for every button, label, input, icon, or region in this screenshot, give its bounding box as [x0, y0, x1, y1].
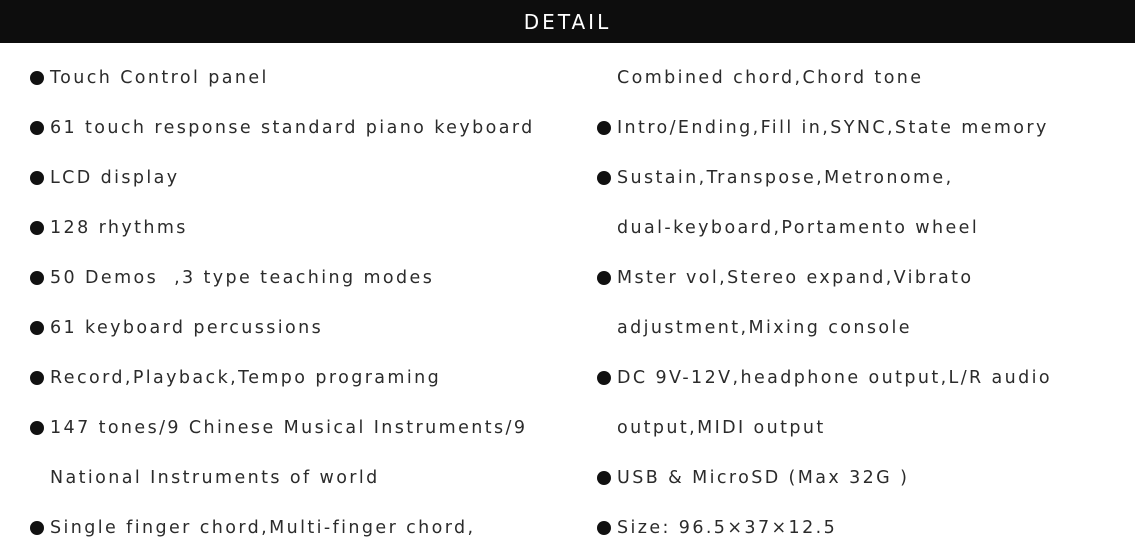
list-item-text: Size: 96.5×37×12.5 [617, 518, 838, 538]
list-item [597, 153, 1127, 203]
left-feature-list [30, 53, 590, 553]
detail-header-bar [0, 0, 1135, 43]
list-item-text: adjustment,Mixing console [617, 318, 912, 338]
list-item [30, 103, 590, 153]
bullet-icon [30, 321, 44, 335]
list-item-text: National Instruments of world [50, 468, 380, 488]
bullet-icon [30, 221, 44, 235]
list-item [597, 103, 1127, 153]
bullet-icon [30, 121, 44, 135]
list-item-text: Mster vol,Stereo expand,Vibrato [617, 268, 974, 288]
list-item-text: dual-keyboard,Portamento wheel [617, 218, 980, 238]
list-item-text: Record,Playback,Tempo programing [50, 368, 442, 388]
list-item-continuation [597, 403, 1127, 453]
bullet-icon [597, 371, 611, 385]
list-item [30, 503, 590, 553]
list-item-text: DC 9V-12V,headphone output,L/R audio [617, 368, 1053, 388]
list-item [30, 253, 590, 303]
list-item-text: 128 rhythms [50, 218, 188, 238]
list-item-text: 147 tones/9 Chinese Musical Instruments/9 [50, 418, 528, 438]
list-item-text: USB & MicroSD (Max 32G ) [617, 468, 910, 488]
list-item-continuation [597, 303, 1127, 353]
list-item [30, 53, 590, 103]
list-item [30, 153, 590, 203]
bullet-icon [30, 421, 44, 435]
bullet-icon [597, 121, 611, 135]
list-item [597, 453, 1127, 503]
bullet-icon [30, 271, 44, 285]
list-item-continuation [597, 53, 1127, 103]
list-item-text: 61 touch response standard piano keyboard [50, 118, 535, 138]
page-title: DETAIL [523, 9, 612, 34]
bullet-icon [597, 521, 611, 535]
list-item [30, 303, 590, 353]
list-item [30, 353, 590, 403]
list-item-text: Intro/Ending,Fill in,SYNC,State memory [617, 118, 1049, 138]
bullet-icon [30, 71, 44, 85]
bullet-icon [597, 271, 611, 285]
list-item-continuation [597, 203, 1127, 253]
list-item [30, 403, 590, 453]
list-item [30, 203, 590, 253]
right-feature-list [597, 53, 1127, 553]
list-item [597, 253, 1127, 303]
list-item-text: 50 Demos ,3 type teaching modes [50, 268, 435, 288]
list-item [597, 353, 1127, 403]
list-item-text: Touch Control panel [50, 68, 269, 88]
bullet-icon [597, 171, 611, 185]
list-item-text: Single finger chord,Multi-finger chord, [50, 518, 476, 538]
bullet-icon [30, 171, 44, 185]
bullet-icon [30, 521, 44, 535]
bullet-icon [30, 371, 44, 385]
list-item [597, 503, 1127, 553]
list-item-text: Combined chord,Chord tone [617, 68, 924, 88]
list-item-continuation [30, 453, 590, 503]
bullet-icon [597, 471, 611, 485]
list-item-text: Sustain,Transpose,Metronome, [617, 168, 954, 188]
list-item-text: output,MIDI output [617, 418, 826, 438]
list-item-text: LCD display [50, 168, 180, 188]
list-item-text: 61 keyboard percussions [50, 318, 324, 338]
